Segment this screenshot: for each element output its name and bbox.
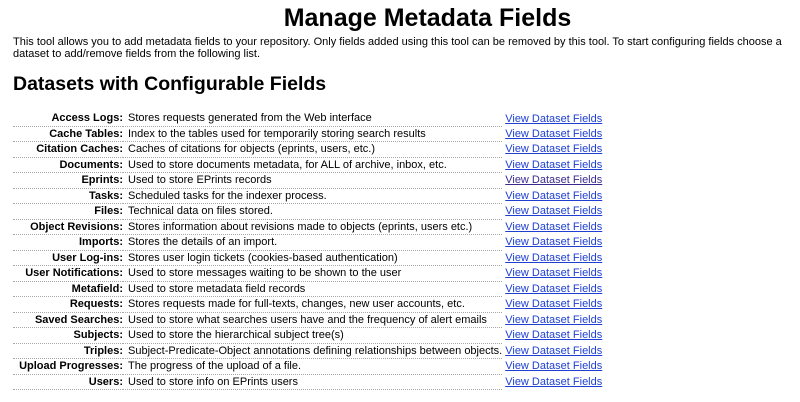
dataset-name: Eprints: [13, 173, 123, 189]
dataset-name: User Notifications: [13, 266, 123, 282]
dataset-link-cell [502, 328, 602, 344]
dataset-row [13, 235, 602, 251]
dataset-name: Object Revisions: [13, 219, 123, 235]
view-dataset-fields-link[interactable]: View Dataset Fields [505, 298, 603, 311]
view-dataset-fields-link[interactable]: View Dataset Fields [505, 375, 603, 388]
view-dataset-fields-link[interactable]: View Dataset Fields [505, 143, 603, 156]
dataset-link-cell [502, 219, 602, 235]
dataset-description: Subject-Predicate-Object annotations defining relationships between objects. [123, 343, 502, 359]
dataset-link-cell [502, 266, 602, 282]
dataset-name: Subjects: [13, 328, 123, 344]
intro-text: This tool allows you to add metadata fields to your repository. Only fields added using this tool can be removed by this tool. To start configuring fields choose a dataset to add/remove fields from the following list. [13, 36, 782, 60]
dataset-link-cell [502, 297, 602, 313]
dataset-name: Documents: [13, 157, 123, 173]
dataset-link-cell [502, 374, 602, 390]
dataset-name: User Log-ins: [13, 250, 123, 266]
view-dataset-fields-link[interactable]: View Dataset Fields [505, 112, 603, 125]
view-dataset-fields-link[interactable]: View Dataset Fields [505, 189, 603, 202]
dataset-name: Files: [13, 204, 123, 220]
view-dataset-fields-link[interactable]: View Dataset Fields [505, 360, 603, 373]
dataset-name: Requests: [13, 297, 123, 313]
dataset-description: Technical data on files stored. [123, 204, 502, 220]
dataset-row [13, 266, 602, 282]
dataset-row [13, 343, 602, 359]
dataset-link-cell [502, 173, 602, 189]
datasets-table [13, 111, 602, 390]
dataset-description: The progress of the upload of a file. [123, 359, 502, 375]
dataset-row [13, 219, 602, 235]
dataset-link-cell [502, 281, 602, 297]
dataset-description: Stores user login tickets (cookies-based authentication) [123, 250, 502, 266]
dataset-link-cell [502, 188, 602, 204]
dataset-description: Used to store what searches users have and the frequency of alert emails [123, 312, 502, 328]
dataset-row [13, 111, 602, 126]
section-heading: Datasets with Configurable Fields [13, 73, 327, 95]
page-title: Manage Metadata Fields [283, 4, 572, 32]
view-dataset-fields-link[interactable]: View Dataset Fields [505, 267, 603, 280]
dataset-link-cell [502, 111, 602, 126]
dataset-description: Index to the tables used for temporarily storing search results [123, 126, 502, 142]
dataset-description: Used to store info on EPrints users [123, 374, 502, 390]
dataset-description: Scheduled tasks for the indexer process. [123, 188, 502, 204]
dataset-row [13, 126, 602, 142]
dataset-link-cell [502, 142, 602, 158]
dataset-description: Used to store the hierarchical subject tree(s) [123, 328, 502, 344]
dataset-row [13, 312, 602, 328]
dataset-row [13, 142, 602, 158]
dataset-link-cell [502, 157, 602, 173]
dataset-link-cell [502, 235, 602, 251]
dataset-description: Stores information about revisions made to objects (eprints, users etc.) [123, 219, 502, 235]
dataset-description: Used to store messages waiting to be shown to the user [123, 266, 502, 282]
dataset-row [13, 281, 602, 297]
dataset-name: Access Logs: [13, 111, 123, 126]
dataset-link-cell [502, 359, 602, 375]
dataset-row [13, 204, 602, 220]
dataset-name: Imports: [13, 235, 123, 251]
dataset-name: Cache Tables: [13, 126, 123, 142]
dataset-description: Used to store EPrints records [123, 173, 502, 189]
dataset-name: Upload Progresses: [13, 359, 123, 375]
dataset-name: Citation Caches: [13, 142, 123, 158]
view-dataset-fields-link[interactable]: View Dataset Fields [505, 205, 603, 218]
view-dataset-fields-link[interactable]: View Dataset Fields [505, 329, 603, 342]
dataset-name: Users: [13, 374, 123, 390]
dataset-row [13, 188, 602, 204]
dataset-row [13, 374, 602, 390]
dataset-description: Stores the details of an import. [123, 235, 502, 251]
view-dataset-fields-link[interactable]: View Dataset Fields [505, 174, 603, 187]
dataset-name: Metafield: [13, 281, 123, 297]
dataset-row [13, 173, 602, 189]
dataset-description: Caches of citations for objects (eprints, users, etc.) [123, 142, 502, 158]
dataset-link-cell [502, 312, 602, 328]
dataset-row [13, 250, 602, 266]
dataset-description: Stores requests made for full-texts, changes, new user accounts, etc. [123, 297, 502, 313]
view-dataset-fields-link[interactable]: View Dataset Fields [505, 313, 603, 326]
view-dataset-fields-link[interactable]: View Dataset Fields [505, 344, 603, 357]
dataset-name: Triples: [13, 343, 123, 359]
dataset-link-cell [502, 126, 602, 142]
dataset-row [13, 359, 602, 375]
view-dataset-fields-link[interactable]: View Dataset Fields [505, 282, 603, 295]
view-dataset-fields-link[interactable]: View Dataset Fields [505, 220, 603, 233]
datasets-table-body [13, 111, 602, 390]
view-dataset-fields-link[interactable]: View Dataset Fields [505, 251, 603, 264]
dataset-description: Used to store metadata field records [123, 281, 502, 297]
dataset-link-cell [502, 204, 602, 220]
dataset-row [13, 328, 602, 344]
dataset-name: Saved Searches: [13, 312, 123, 328]
view-dataset-fields-link[interactable]: View Dataset Fields [505, 236, 603, 249]
dataset-description: Stores requests generated from the Web interface [123, 111, 502, 126]
dataset-link-cell [502, 250, 602, 266]
view-dataset-fields-link[interactable]: View Dataset Fields [505, 127, 603, 140]
dataset-link-cell [502, 343, 602, 359]
dataset-row [13, 157, 602, 173]
view-dataset-fields-link[interactable]: View Dataset Fields [505, 158, 603, 171]
dataset-row [13, 297, 602, 313]
dataset-description: Used to store documents metadata, for ALL of archive, inbox, etc. [123, 157, 502, 173]
dataset-name: Tasks: [13, 188, 123, 204]
